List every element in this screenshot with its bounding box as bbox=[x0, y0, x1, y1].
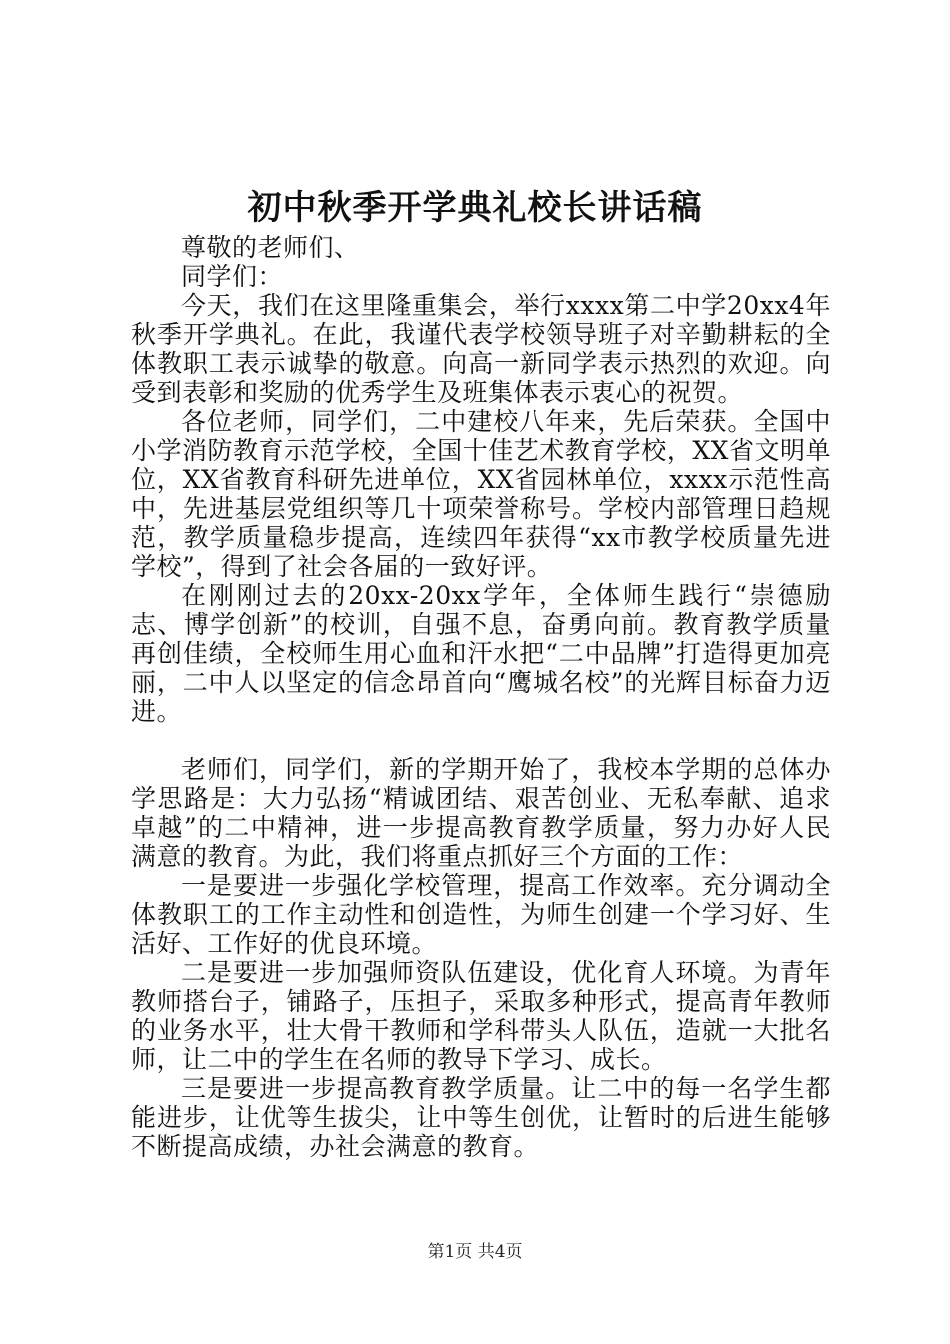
paragraph-point-two: 二是要进一步加强师资队伍建设，优化育人环境。为青年教师搭台子，铺路子，压担子，采取多种形式，提高青年教师的业务水平，壮大骨干教师和学科带头人队伍，造就一大批名师，让二中的学生在名师的教导下学习、成长。 bbox=[131, 958, 831, 1074]
paragraph-new-semester: 老师们，同学们，新的学期开始了，我校本学期的总体办学思路是：大力弘扬“精诚团结、艰苦创业、无私奉献、追求卓越”的二中精神，进一步提高教育教学质量，努力办好人民满意的教育。为此，我们将重点抓好三个方面的工作： bbox=[131, 755, 831, 871]
paragraph-point-three: 三是要进一步提高教育教学质量。让二中的每一名学生都能进步，让优等生拔尖，让中等生创优，让暂时的后进生能够不断提高成绩，办社会满意的教育。 bbox=[131, 1074, 831, 1161]
paragraph-honors: 各位老师，同学们，二中建校八年来，先后荣获。全国中小学消防教育示范学校，全国十佳艺术教育学校，XX省文明单位，XX省教育科研先进单位，XX省园林单位，xxxx示范性高中，先进基层党组织等几十项荣誉称号。学校内部管理日趋规范，教学质量稳步提高，连续四年获得“xx市教学校质量先进学校”，得到了社会各届的一致好评。 bbox=[131, 407, 831, 581]
salutation-line-2: 同学们： bbox=[181, 262, 284, 291]
page-number: 第1页 共4页 bbox=[427, 1242, 523, 1262]
document-title: 初中秋季开学典礼校长讲话稿 bbox=[247, 188, 703, 228]
salutation-line-1: 尊敬的老师们、 bbox=[181, 233, 360, 262]
paragraph-point-one: 一是要进一步强化学校管理，提高工作效率。充分调动全体教职工的工作主动性和创造性，为师生创建一个学习好、生活好、工作好的优良环境。 bbox=[131, 871, 831, 958]
document-body bbox=[131, 233, 831, 1161]
paragraph-past-year: 在刚刚过去的20xx-20xx学年，全体师生践行“崇德励志、博学创新”的校训，自强不息，奋勇向前。教育教学质量再创佳绩，全校师生用心血和汗水把“二中品牌”打造得更加亮丽，二中人以坚定的信念昂首向“鹰城名校”的光辉目标奋力迈进。 bbox=[131, 581, 831, 726]
paragraph-opening: 今天，我们在这里隆重集会，举行xxxx第二中学20xx4年秋季开学典礼。在此，我谨代表学校领导班子对辛勤耕耘的全体教职工表示诚挚的敬意。向高一新同学表示热烈的欢迎。向受到表彰和奖励的优秀学生及班集体表示衷心的祝贺。 bbox=[131, 291, 831, 407]
